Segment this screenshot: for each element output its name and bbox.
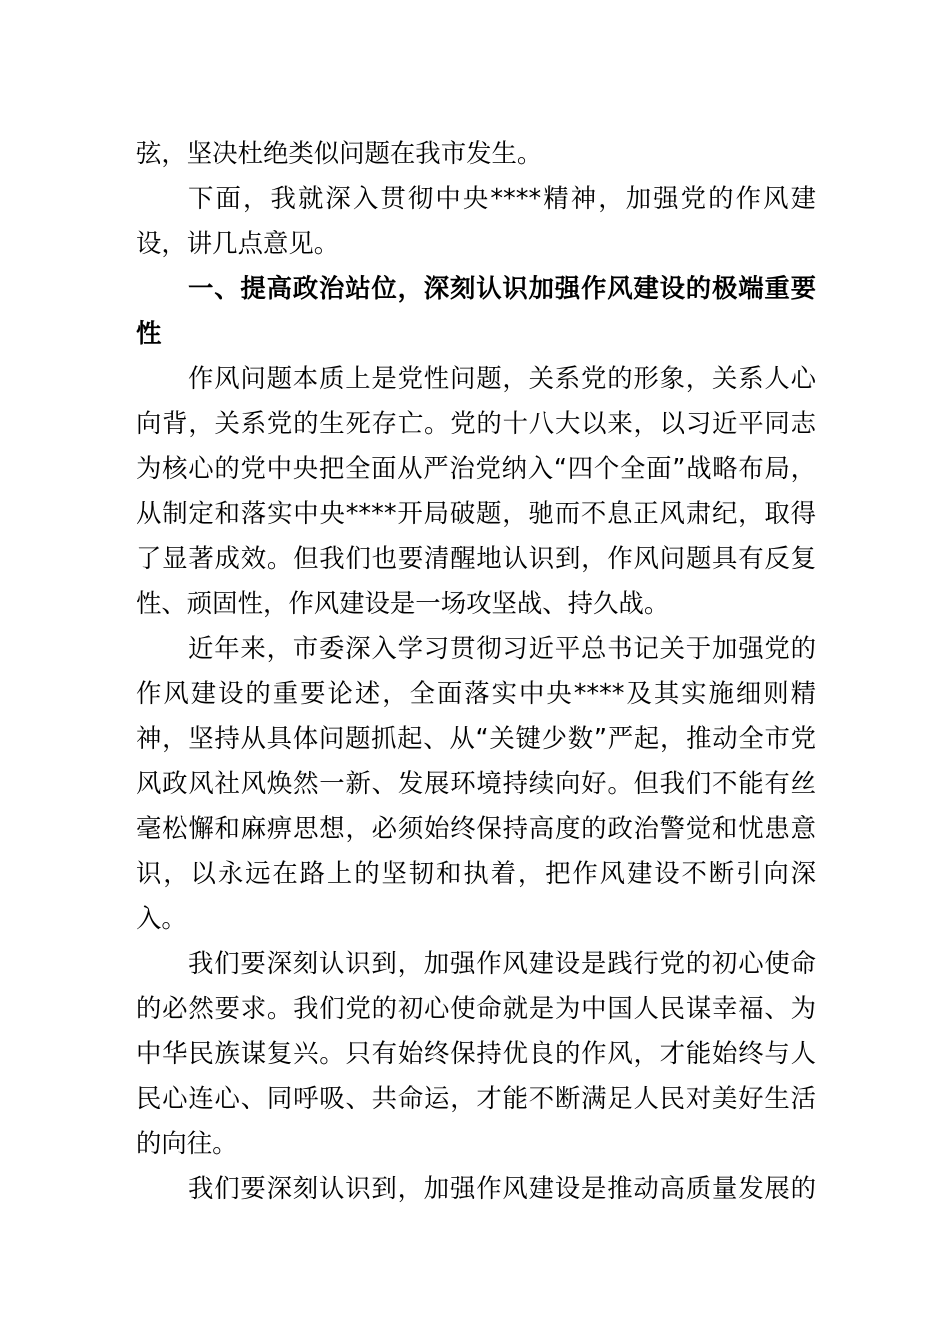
section-heading: 一、提高政治站位，深刻认识加强作风建设的极端重要性 xyxy=(136,273,816,348)
paragraph-continuation: 弦，坚决杜绝类似问题在我市发生。 xyxy=(136,138,543,168)
paragraph-body: 近年来，市委深入学习贯彻习近平总书记关于加强党的作风建设的重要论述，全面落实中央****及其实施细则精神，坚持从具体问题抓起、从“关键少数”严起，推动全市党风政风社风焕然一新、发展环境持续向好。但我们不能有丝毫松懈和麻痹思想，必须始终保持高度的政治警觉和忧患意识，以永远在路上的坚韧和执着，把作风建设不断引向深入。 xyxy=(136,633,816,933)
paragraph-body: 我们要深刻认识到，加强作风建设是践行党的初心使命的必然要求。我们党的初心使命就是为中国人民谋幸福、为中华民族谋复兴。只有始终保持优良的作风，才能始终与人民心连心、同呼吸、共命运，才能不断满足人民对美好生活的向往。 xyxy=(136,948,816,1158)
paragraph-intro: 下面，我就深入贯彻中央****精神，加强党的作风建设，讲几点意见。 xyxy=(136,183,816,258)
paragraph-body-truncated: 我们要深刻认识到，加强作风建设是推动高质量发展的 xyxy=(188,1173,816,1203)
paragraph-body: 作风问题本质上是党性问题，关系党的形象，关系人心向背，关系党的生死存亡。党的十八大以来，以习近平同志为核心的党中央把全面从严治党纳入“四个全面”战略布局，从制定和落实中央****开局破题，驰而不息正风肃纪，取得了显著成效。但我们也要清醒地认识到，作风问题具有反复性、顽固性，作风建设是一场攻坚战、持久战。 xyxy=(136,363,816,618)
document-body xyxy=(136,131,816,1211)
